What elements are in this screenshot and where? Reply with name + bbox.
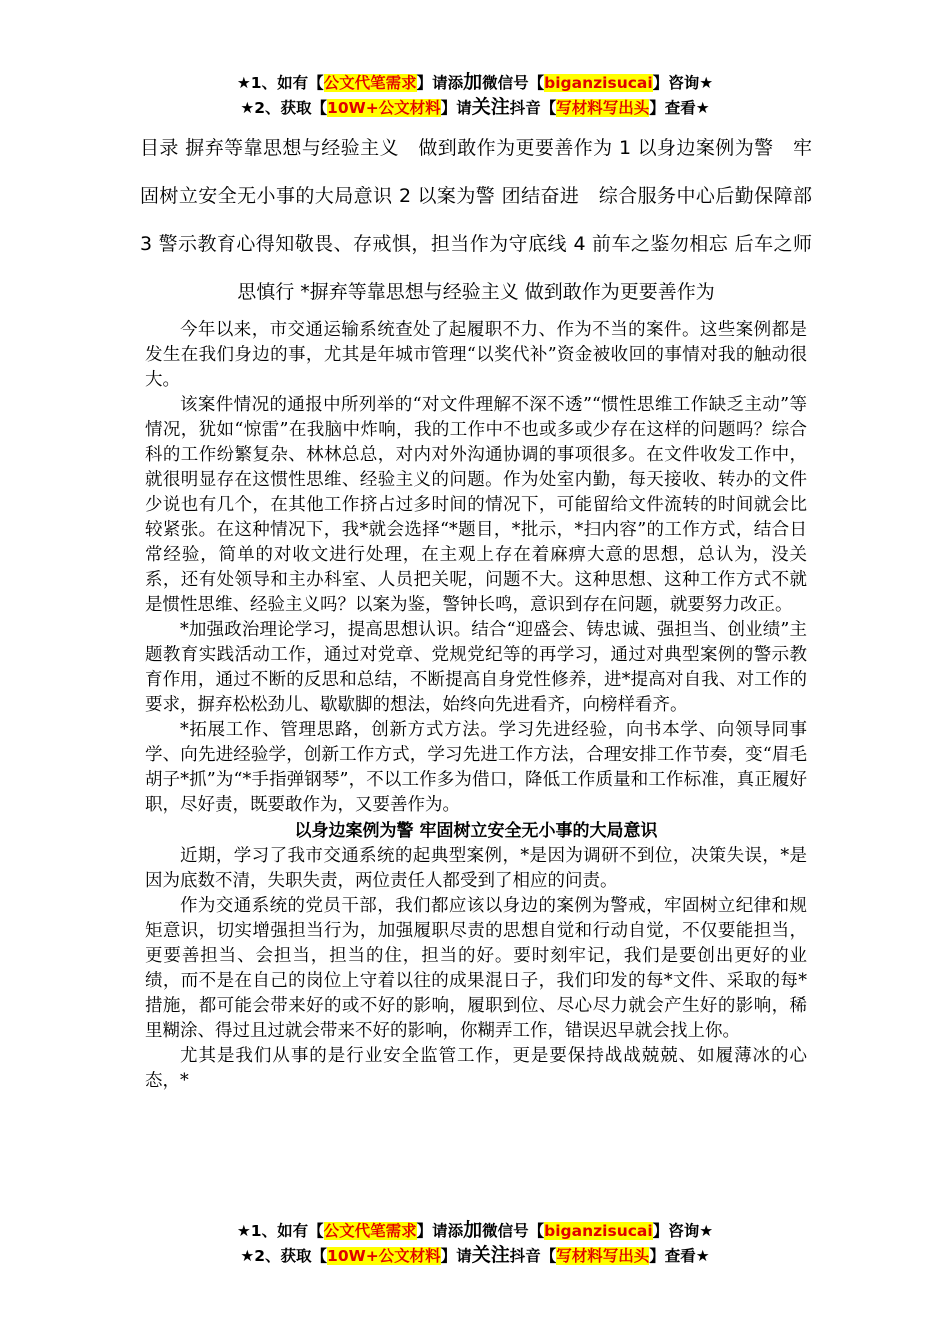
section-heading: 以身边案例为警 牢固树立安全无小事的大局意识	[294, 821, 658, 841]
banner-text: 】请添	[416, 74, 464, 92]
top-banner	[0, 70, 950, 120]
banner-highlight: 公文代笔需求	[323, 1222, 417, 1240]
banner-text: 】咨询★	[652, 1222, 714, 1240]
banner-text: 】请	[440, 99, 472, 117]
banner-text: 关注	[471, 1244, 510, 1266]
paragraph: 尤其是我们从事的是行业安全监管工作，更是要保持战战兢兢、如履薄冰的心态，*	[145, 1046, 807, 1091]
banner-text: 】请	[440, 1247, 472, 1265]
table-of-contents: 目录 摒弃等靠思想与经验主义 做到敢作为更要善作为 1 以身边案例为警 牢固树立安全无小事的大局意识 2 以案为警 团结奋进 综合服务中心后勤保障部 3 警示教育心得知敬畏、存戒惧，担当作为守底线 4 前车之鉴勿相忘 后车之师思慎行 *摒弃等靠思想与经验主义 做到敢作为更要善作为	[140, 137, 812, 303]
banner-text: 微信号【	[482, 1222, 545, 1240]
douyin-account: 写材料写出头	[556, 99, 650, 117]
banner-line-2	[0, 95, 950, 120]
banner-line-1	[0, 1218, 950, 1243]
document-body	[145, 318, 807, 1094]
banner-text: ★2、获取【	[240, 1247, 328, 1265]
banner-text: 加	[463, 71, 483, 93]
banner-text: 】请添	[416, 1222, 464, 1240]
banner-text: ★1、如有【	[236, 74, 324, 92]
paragraph: *加强政治理论学习，提高思想认识。结合“迎盛会、铸忠诚、强担当、创业绩”主题教育实践活动工作，通过对党章、党规党纪等的再学习，通过对典型案例的警示教育作用，通过不断的反思和总结，不断提高自身党性修养，进*提高对自我、对工作的要求，摒弃松松劲儿、歇歇脚的想法，始终向先进看齐，向榜样看齐。	[145, 620, 807, 715]
banner-text: 抖音【	[509, 99, 557, 117]
banner-highlight: 10W+公文材料	[327, 1247, 441, 1265]
banner-text: 】查看★	[649, 1247, 710, 1265]
banner-line-2	[0, 1243, 950, 1268]
banner-text: 抖音【	[509, 1247, 557, 1265]
paragraph: 该案件情况的通报中所列举的“对文件理解不深不透”“惯性思维工作缺乏主动”等情况，犹如“惊雷”在我脑中炸响，我的工作中不也或多或少存在这样的问题吗？综合科的工作纷繁复杂、林林总总，对内对外沟通协调的事项很多。在文件收发工作中，就很明显存在这惯性思维、经验主义的问题。作为处室内勤，每天接收、转办的文件少说也有几个，在其他工作挤占过多时间的情况下，可能留给文件流转的时间就会比较紧张。在这种情况下，我*就会选择“*题目，*批示，*扫内容”的工作方式，结合日常经验，简单的对收文进行处理，在主观上存在着麻痹大意的思想，总认为，没关系，还有处领导和主办科室、人员把关呢，问题不大。这种思想、这种工作方式不就是惯性思维、经验主义吗？以案为鉴，警钟长鸣，意识到存在问题，就要努力改正。	[145, 395, 807, 615]
paragraph: 作为交通系统的党员干部，我们都应该以身边的案例为警戒，牢固树立纪律和规矩意识，切实增强担当行为，加强履职尽责的思想自觉和行动自觉，不仅要能担当，更要善担当、会担当，担当的住，担当的好。要时刻牢记，我们是要创出更好的业绩，而不是在自己的岗位上守着以往的成果混日子，我们印发的每*文件、采取的每*措施，都可能会带来好的或不好的影响，履职到位、尽心尽力就会产生好的影响，稀里糊涂、得过且过就会带来不好的影响，你糊弄工作，错误迟早就会找上你。	[145, 896, 807, 1041]
wechat-id: biganzisucai	[544, 1222, 653, 1240]
paragraph: *拓展工作、管理思路，创新方式方法。学习先进经验，向书本学、向领导同事学、向先进经验学，创新工作方式，学习先进工作方法，合理安排工作节奏，变“眉毛胡子*抓”为“*手指弹钢琴”，不以工作多为借口，降低工作质量和工作标准，真正履好职，尽好责，既要敢作为，又要善作为。	[145, 720, 807, 815]
bottom-banner	[0, 1218, 950, 1268]
banner-text: 加	[463, 1219, 483, 1241]
banner-text: 关注	[471, 96, 510, 118]
paragraph: 近期，学习了我市交通系统的起典型案例，*是因为调研不到位，决策失误，*是因为底数不清，失职失责，两位责任人都受到了相应的问责。	[145, 846, 807, 891]
paragraph: 今年以来，市交通运输系统查处了起履职不力、作为不当的案件。这些案例都是发生在我们身边的事，尤其是年城市管理“以奖代补”资金被收回的事情对我的触动很大。	[145, 320, 807, 390]
banner-text: 】查看★	[649, 99, 710, 117]
banner-text: 】咨询★	[652, 74, 714, 92]
banner-text: ★1、如有【	[236, 1222, 324, 1240]
banner-text: ★2、获取【	[240, 99, 328, 117]
banner-line-1	[0, 70, 950, 95]
banner-text: 微信号【	[482, 74, 545, 92]
douyin-account: 写材料写出头	[556, 1247, 650, 1265]
wechat-id: biganzisucai	[544, 74, 653, 92]
banner-highlight: 公文代笔需求	[323, 74, 417, 92]
banner-highlight: 10W+公文材料	[327, 99, 441, 117]
